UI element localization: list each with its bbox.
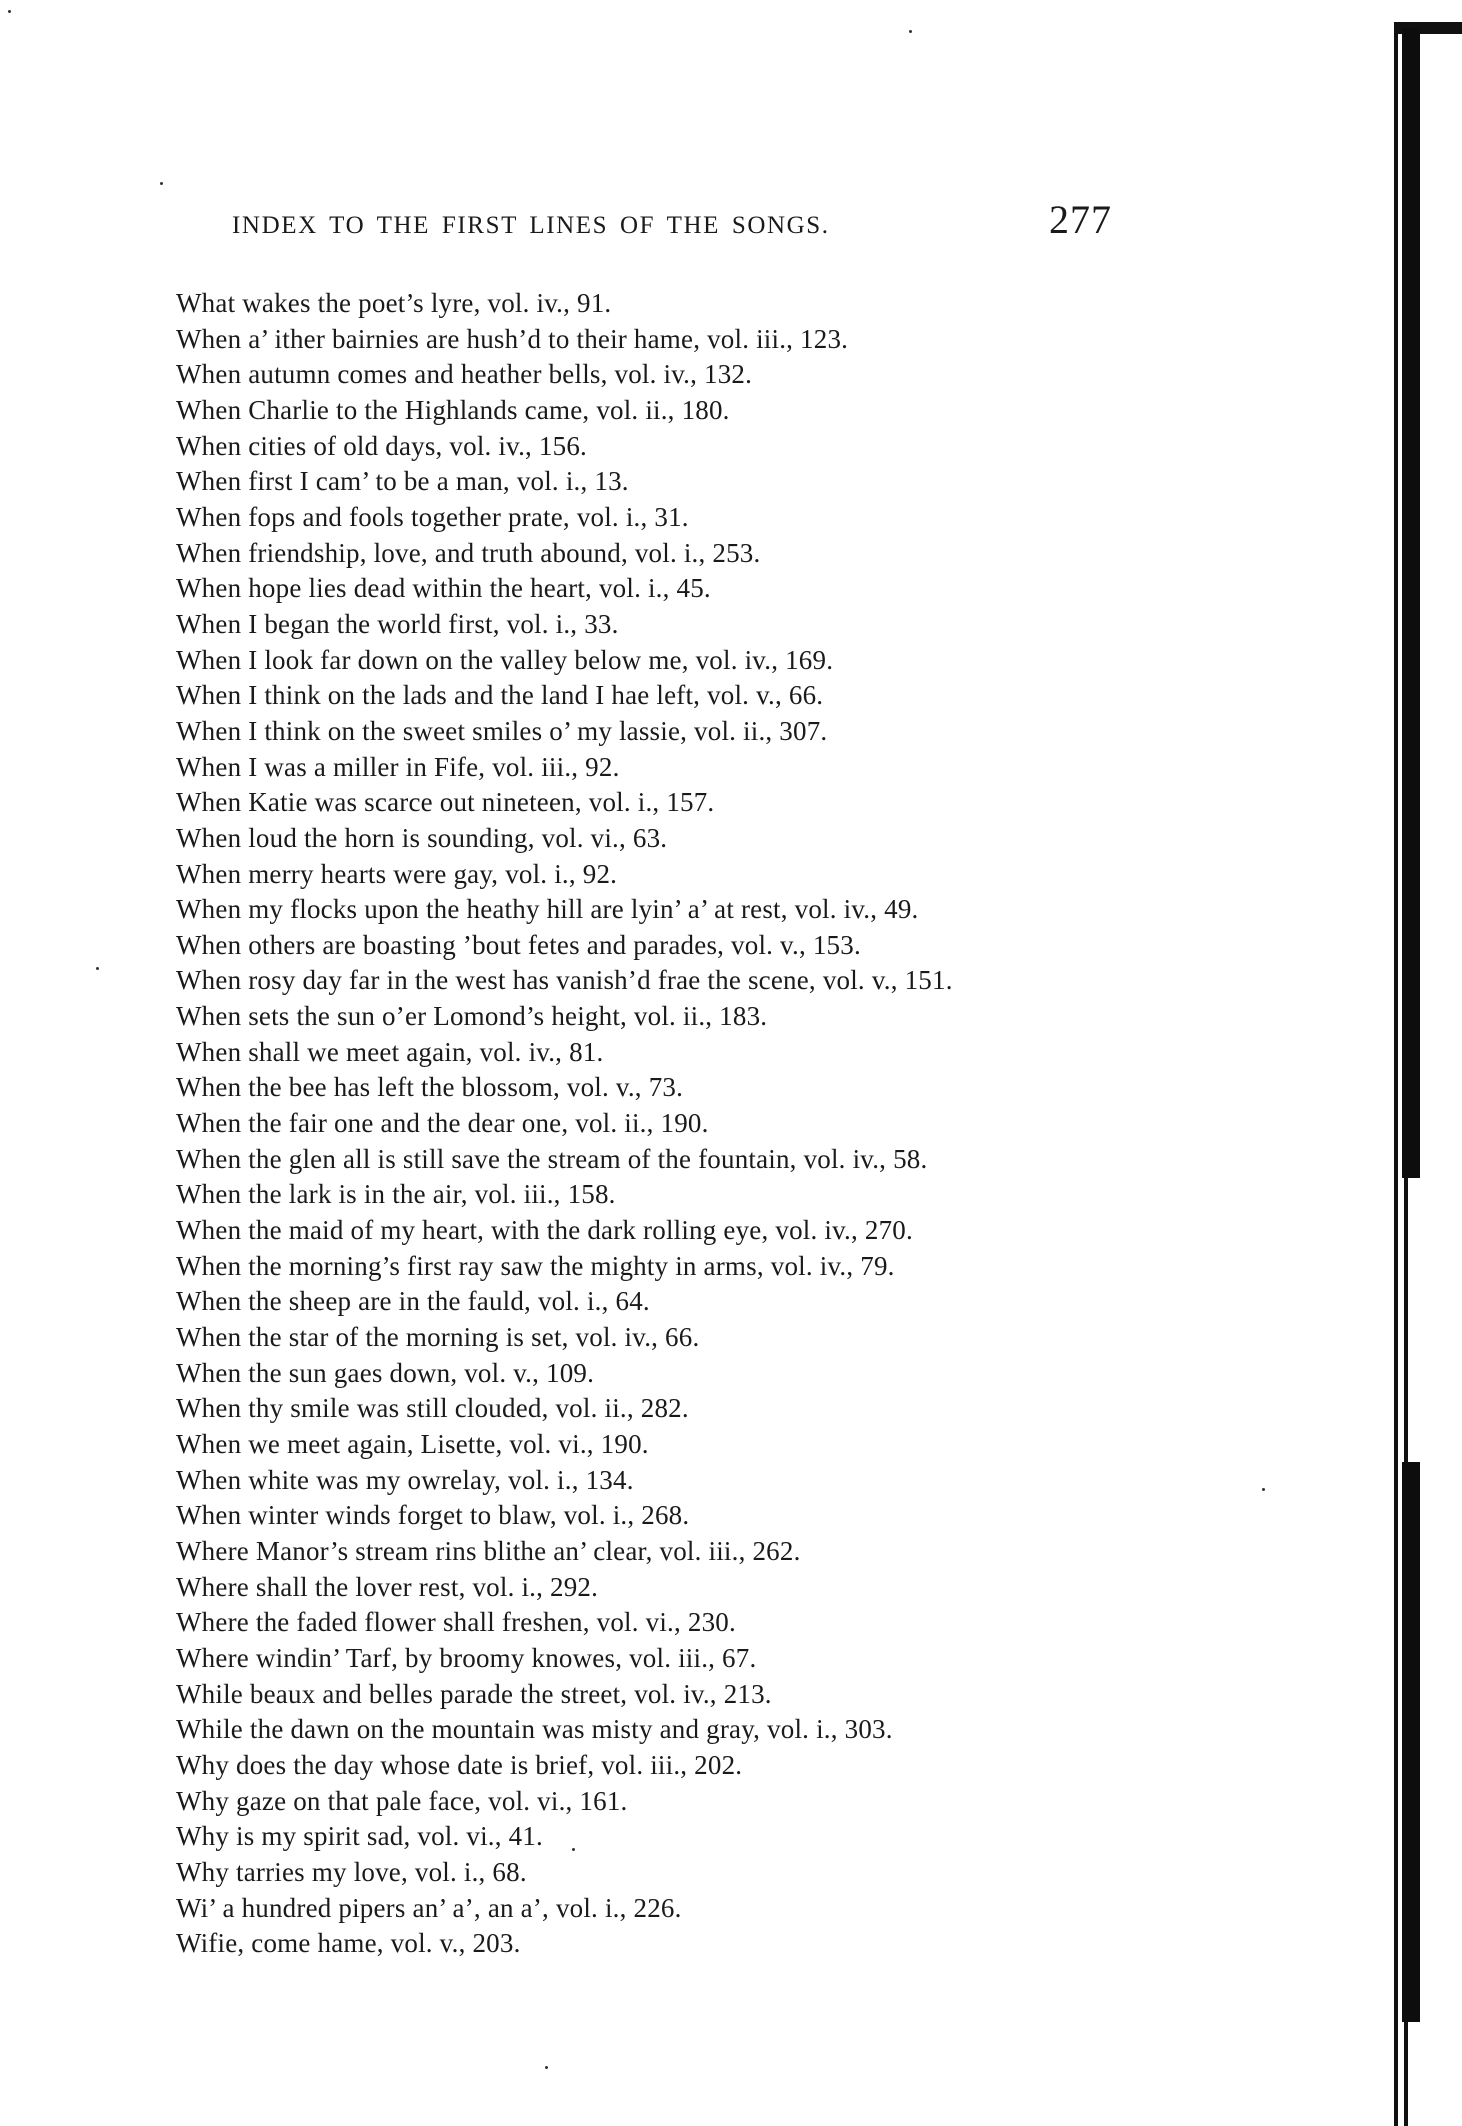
index-entry: When my flocks upon the heathy hill are lyin’ a’ at rest, vol. iv., 49.	[176, 894, 919, 925]
index-entry: When I think on the lads and the land I hae left, vol. v., 66.	[176, 680, 824, 711]
index-entry: Where the faded flower shall freshen, vol. vi., 230.	[176, 1607, 736, 1638]
index-entry: When the bee has left the blossom, vol. v., 73.	[176, 1072, 684, 1103]
index-entry: When I look far down on the valley below me, vol. iv., 169.	[176, 644, 834, 675]
index-entry: When hope lies dead within the heart, vol. i., 45.	[176, 573, 711, 604]
scan-speck	[8, 10, 11, 13]
index-entry: When cities of old days, vol. iv., 156.	[176, 430, 587, 461]
index-entry: Where shall the lover rest, vol. i., 292.	[176, 1571, 599, 1602]
index-entry: Why tarries my love, vol. i., 68.	[176, 1856, 527, 1887]
index-entry: When I was a miller in Fife, vol. iii., 92.	[176, 751, 620, 782]
page-binding-edge	[1394, 22, 1462, 2126]
index-entry: When the sun gaes down, vol. v., 109.	[176, 1357, 595, 1388]
index-entry: Where windin’ Tarf, by broomy knowes, vol. iii., 67.	[176, 1642, 757, 1673]
index-entry: When the maid of my heart, with the dark rolling eye, vol. iv., 270.	[176, 1215, 913, 1246]
index-entry: When merry hearts were gay, vol. i., 92.	[176, 858, 618, 889]
scan-speck	[909, 30, 912, 33]
page-number: 277	[1049, 197, 1112, 242]
index-entry: While beaux and belles parade the street, vol. iv., 213.	[176, 1678, 772, 1709]
index-entry: When friendship, love, and truth abound, vol. i., 253.	[176, 537, 761, 568]
scan-speck	[545, 2066, 548, 2069]
index-entry: When thy smile was still clouded, vol. ii., 282.	[176, 1393, 689, 1424]
index-entry: When we meet again, Lisette, vol. vi., 190.	[176, 1429, 649, 1459]
scan-speck	[160, 182, 163, 185]
index-entry: When Charlie to the Highlands came, vol. ii., 180.	[176, 394, 730, 425]
scan-speck	[572, 1848, 575, 1851]
index-entry: When winter winds forget to blaw, vol. i., 268.	[176, 1500, 690, 1531]
index-entry: Where Manor’s stream rins blithe an’ clear, vol. iii., 262.	[176, 1535, 801, 1566]
index-entry: When others are boasting ’bout fetes and parades, vol. v., 153.	[176, 929, 861, 960]
index-entry: Why does the day whose date is brief, vol. iii., 202.	[176, 1749, 743, 1780]
index-entry: When a’ ither bairnies are hush’d to their hame, vol. iii., 123.	[176, 323, 849, 354]
index-entry: When the fair one and the dear one, vol. ii., 190.	[176, 1108, 709, 1139]
index-entry: When the morning’s first ray saw the mighty in arms, vol. iv., 79.	[176, 1250, 895, 1281]
index-entry: Why gaze on that pale face, vol. vi., 161.	[176, 1785, 628, 1816]
first-lines-index	[176, 286, 953, 1962]
running-title: INDEX TO THE FIRST LINES OF THE SONGS.	[232, 212, 830, 239]
index-entry: When autumn comes and heather bells, vol. iv., 132.	[176, 359, 753, 390]
index-entry: Wi’ a hundred pipers an’ a’, an a’, vol. i., 226.	[176, 1892, 682, 1923]
index-entry: While the dawn on the mountain was misty and gray, vol. i., 303.	[176, 1714, 893, 1745]
index-entry: When white was my owrelay, vol. i., 134.	[176, 1464, 634, 1495]
index-entry: When I think on the sweet smiles o’ my lassie, vol. ii., 307.	[176, 715, 828, 746]
index-entry: Why is my spirit sad, vol. vi., 41.	[176, 1821, 543, 1852]
index-entry: Wifie, come hame, vol. v., 203.	[176, 1928, 521, 1959]
index-entry: When the lark is in the air, vol. iii., 158.	[176, 1179, 616, 1210]
index-entry: When shall we meet again, vol. iv., 81.	[176, 1036, 604, 1067]
index-entry: When fops and fools together prate, vol. i., 31.	[176, 501, 689, 532]
index-entry: When rosy day far in the west has vanish’d frae the scene, vol. v., 151.	[176, 965, 953, 996]
index-entry: When the sheep are in the fauld, vol. i., 64.	[176, 1286, 650, 1317]
index-entry: When loud the horn is sounding, vol. vi., 63.	[176, 822, 668, 853]
index-entry: When Katie was scarce out nineteen, vol. i., 157.	[176, 787, 715, 818]
scan-speck	[1262, 1488, 1265, 1491]
running-head	[232, 196, 1112, 243]
scan-speck	[96, 967, 99, 970]
index-entry: When sets the sun o’er Lomond’s height, vol. ii., 183.	[176, 1001, 768, 1032]
index-entry: When I began the world first, vol. i., 33.	[176, 608, 619, 639]
index-entry: What wakes the poet’s lyre, vol. iv., 91.	[176, 288, 612, 318]
index-entry: When the glen all is still save the stream of the fountain, vol. iv., 58.	[176, 1143, 928, 1174]
index-entry: When first I cam’ to be a man, vol. i., 13.	[176, 466, 629, 497]
index-entry: When the star of the morning is set, vol. iv., 66.	[176, 1322, 700, 1353]
